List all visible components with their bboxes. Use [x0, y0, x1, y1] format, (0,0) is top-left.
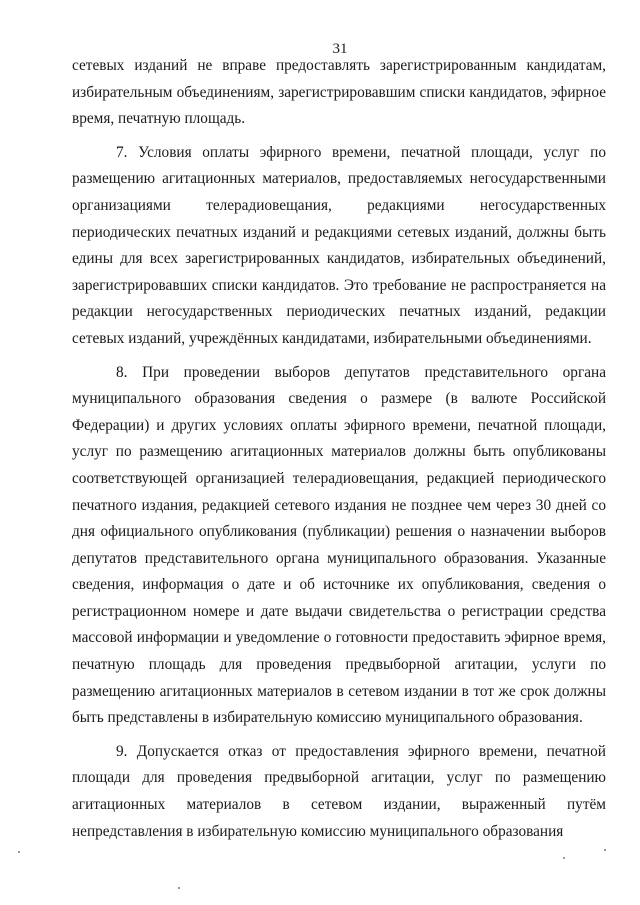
scan-speck — [563, 857, 565, 859]
paragraph-8: 8. При проведении выборов депутатов представительного органа муниципального образования сведения о размере (в валюте Российской Федерации) и других условиях оплаты эфирного времени, печатной площади, услуг по размещению агитационных материалов должны быть опубликованы соответствующей организацией телерадиовещания, редакцией периодического печатного издания, редакцией сетевого издания не позднее чем через 30 дней со дня официального опубликования (публикации) решения о назначении выборов депутатов представительного органа муниципального образования. Указанные сведения, информация о дате и об источнике их опубликования, сведения о регистрационном номере и дате выдачи свидетельства о регистрации средства массовой информации и уведомление о готовности предоставить эфирное время, печатную площадь для проведения предвыборной агитации, услуги по размещению агитационных материалов в сетевом издании в тот же срок должны быть представлены в избирательную комиссию муниципального образования. — [72, 363, 606, 727]
paragraph-9: 9. Допускается отказ от предоставления эфирного времени, печатной площади для проведения предвыборной агитации, услуг по размещению агитационных материалов в сетевом издании, выраженный путём непредставления в избирательную комиссию муниципального образования — [72, 742, 606, 840]
scan-speck — [604, 849, 606, 851]
scan-speck — [178, 887, 180, 889]
paragraph-continuation: сетевых изданий не вправе предоставлять зарегистрированным кандидатам, избирательным объединениям, зарегистрировавшим списки кандидатов, эфирное время, печатную площадь. — [72, 57, 606, 128]
page-number: 31 — [332, 41, 348, 57]
document-body — [72, 53, 606, 845]
scan-speck — [18, 851, 20, 853]
paragraph-7: 7. Условия оплаты эфирного времени, печатной площади, услуг по размещению агитационных материалов, предоставляемых негосударственными организациями телерадиовещания, редакциями негосударственных периодических печатных изданий и редакциями сетевых изданий, должны быть едины для всех зарегистрированных кандидатов, избирательных объединений, зарегистрировавших списки кандидатов. Это требование не распространяется на редакции негосударственных периодических печатных изданий, редакции сетевых изданий, учреждённых кандидатами, избирательными объединениями. — [72, 143, 606, 347]
